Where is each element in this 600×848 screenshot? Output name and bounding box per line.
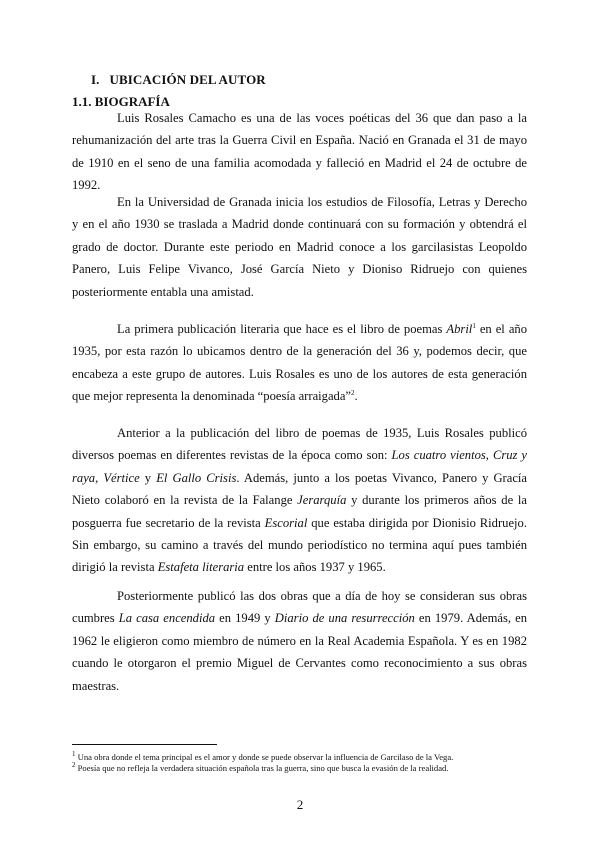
footnote-text: Una obra donde el tema principal es el amor y donde se puede observar la influencia de Garcilaso de la Vega.	[75, 752, 454, 762]
paragraph-first-publication	[72, 318, 527, 408]
page-number: 2	[296, 797, 304, 812]
footnote-separator	[72, 744, 217, 745]
paragraph-major-works	[72, 585, 527, 697]
magazine-title: Cruz y raya	[72, 448, 528, 485]
magazine-title: Jerarquía	[297, 493, 347, 508]
footnote-text: Poesía que no refleja la verdadera situación española tras la guerra, sino que busca la evasión de la realidad.	[75, 763, 449, 773]
book-title-abril: Abril	[446, 322, 473, 336]
text-run: y	[139, 470, 157, 485]
footnote-ref-1[interactable]: 1	[472, 321, 476, 330]
text-run: y durante los primeros años de la posguerra fue secretario de la revista	[72, 493, 527, 530]
section-title: UBICACIÓN DEL AUTOR	[109, 72, 266, 87]
text-run: Anterior a la publicación del libro de poemas de 1935, Luis Rosales publicó diversos poemas en diferentes revistas de la época como son:	[72, 426, 527, 463]
footnote-mark: 2	[72, 761, 76, 770]
section-number: I.	[91, 72, 100, 87]
magazine-title: Estafeta literaria	[157, 560, 245, 575]
footnote-2	[72, 763, 542, 774]
text-run: . Además, junto a los poetas Vivanco, Panero y Gracía Nieto colaboró en la revista de la Falange	[72, 470, 528, 508]
subsection-heading: 1.1. BIOGRAFÍA	[72, 94, 170, 109]
text-run: ,	[485, 448, 493, 463]
magazine-title: Vértice	[103, 470, 140, 485]
work-title: La casa encendida	[118, 611, 216, 626]
section-heading	[91, 72, 266, 88]
magazine-title: Escorial	[264, 515, 308, 530]
paragraph-birth: Luis Rosales Camacho es una de las voces poéticas del 36 que dan paso a la rehumanización del arte tras la Guerra Civil en España. Nació en Granada el 31 de mayo de 1910 en el seno de una familia acomodada y falleció en Madrid el 24 de octubre de 1992.	[72, 111, 527, 193]
text-run: .	[354, 389, 358, 404]
paragraph-education: En la Universidad de Granada inicia los estudios de Filosofía, Letras y Derecho y en el año 1930 se traslada a Madrid donde continuará con su formación y obtendrá el grado de doctor. Durante este periodo en Madrid conoce a los garcilasistas Leopoldo Panero, Luis Felipe Vivanco, José García Nieto y Dioniso Ridruejo con quienes posteriormente entabla una amistad.	[72, 195, 527, 299]
work-title: Diario de una resurrección	[274, 611, 415, 626]
text-run: en el año 1935, por esta razón lo ubicamos dentro de la generación del 36 y, podemos decir, que encabeza a este grupo de autores. Luis Rosales es uno de los autores de esta generación que mejor representa la denominada “poesía arraigada”	[72, 322, 527, 404]
magazine-title: El Gallo Crisis	[156, 470, 237, 485]
text-run: La primera publicación literaria que hace es el libro de poemas	[117, 322, 447, 336]
paragraph-magazines	[72, 422, 527, 579]
text-run: en 1979. Además, en 1962 le eligieron como miembro de número en la Real Academia Española. Y es en 1982 cuando le otorgaron el premio Miguel de Cervantes como reconocimiento a sus obras maestras.	[72, 611, 527, 693]
text-run: en 1949 y	[215, 611, 275, 626]
footnote-ref-2[interactable]: 2	[351, 389, 355, 398]
footnote-mark: 1	[72, 750, 76, 759]
text-run: Posteriormente publicó las dos obras que a día de hoy se consideran sus obras cumbres	[72, 589, 527, 626]
text-run: entre los años 1937 y 1965.	[244, 560, 386, 575]
footnote-1	[72, 752, 542, 763]
magazine-title: Los cuatro vientos	[391, 448, 486, 463]
text-run: que estaba dirigida por Dionisio Ridruejo. Sin embargo, su camino a través del mundo periodístico no termina aquí pues también dirigió la revista	[72, 515, 527, 575]
text-run: ,	[95, 470, 104, 485]
